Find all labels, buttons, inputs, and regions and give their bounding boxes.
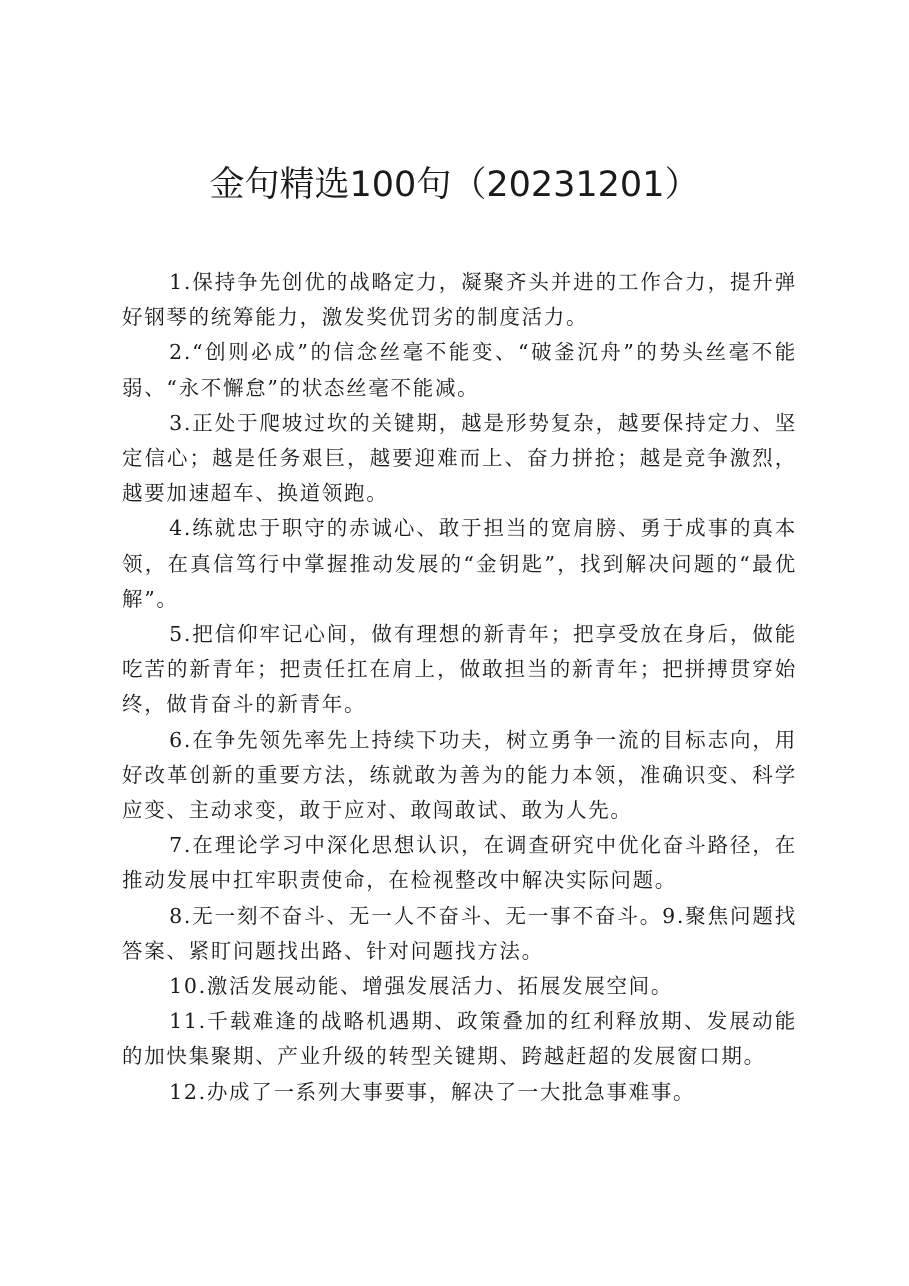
paragraph-7: 7.在理论学习中深化思想认识，在调查研究中优化奋斗路径，在推动发展中扛牢职责使命，在检视整改中解决实际问题。 — [122, 833, 797, 893]
paragraph-12: 12.办成了一系列大事要事，解决了一大批急事难事。 — [169, 1079, 696, 1104]
paragraph-11: 11.千载难逢的战略机遇期、政策叠加的红利释放期、发展动能的加快集聚期、产业升级的转型关键期、跨越赶超的发展窗口期。 — [122, 1009, 797, 1069]
paragraph-8: 8.无一刻不奋斗、无一人不奋斗、无一事不奋斗。9.聚焦问题找答案、紧盯问题找出路、针对问题找方法。 — [122, 903, 797, 963]
paragraph-6: 6.在争先领先率先上持续下功夫，树立勇争一流的目标志向，用好改革创新的重要方法，练就敢为善为的能力本领，准确识变、科学应变、主动求变，敢于应对、敢闯敢试、敢为人先。 — [122, 727, 797, 823]
paragraph-4: 4.练就忠于职守的赤诚心、敢于担当的宽肩膀、勇于成事的真本领，在真信笃行中掌握推动发展的“金钥匙”，找到解决问题的“最优解”。 — [122, 516, 797, 611]
paragraph-1: 1.保持争先创优的战略定力，凝聚齐头并进的工作合力，提升弹好钢琴的统筹能力，激发奖优罚劣的制度活力。 — [122, 270, 797, 330]
paragraph-2: 2.“创则必成”的信念丝毫不能变、“破釜沉舟”的势头丝毫不能弱、“永不懈怠”的状态丝毫不能减。 — [122, 340, 797, 400]
paragraph-10: 10.激活发展动能、增强发展活力、拓展发展空间。 — [169, 974, 674, 999]
document-title: 金句精选100句（20231201） — [209, 165, 700, 205]
paragraph-5: 5.把信仰牢记心间，做有理想的新青年；把享受放在身后，做能吃苦的新青年；把责任扛在肩上，做敢担当的新青年；把拼搏贯穿始终，做肯奋斗的新青年。 — [122, 622, 797, 717]
document-body — [122, 265, 797, 1110]
paragraph-3: 3.正处于爬坡过坎的关键期，越是形势复杂，越要保持定力、坚定信心；越是任务艰巨，越要迎难而上、奋力拼抢；越是竞争激烈，越要加速超车、换道领跑。 — [122, 410, 797, 506]
